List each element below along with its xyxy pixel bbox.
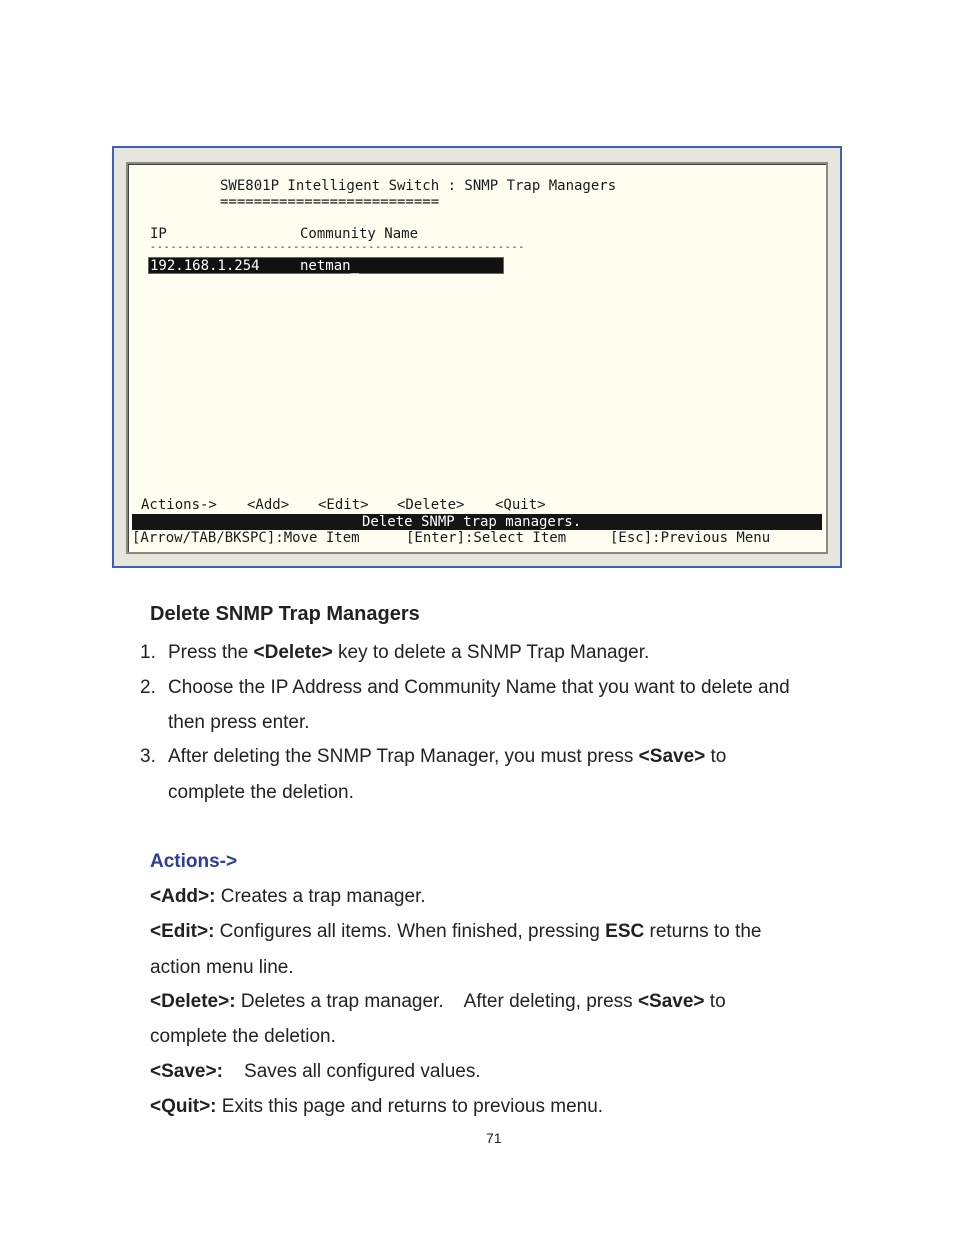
delete-description-line-2: complete the deletion. bbox=[150, 1026, 336, 1047]
hint-esc: [Esc]:Previous Menu bbox=[610, 530, 771, 546]
row-ip: 192.168.1.254 bbox=[150, 258, 260, 274]
step-3-line-1: After deleting the SNMP Trap Manager, you must press <Save> to bbox=[168, 746, 727, 767]
actions-label: Actions-> bbox=[141, 497, 217, 513]
column-header-community: Community Name bbox=[300, 226, 419, 242]
quit-description: <Quit>: Exits this page and returns to previous menu. bbox=[150, 1096, 604, 1117]
hint-select: [Enter]:Select Item bbox=[406, 530, 567, 546]
step-2-line-2: then press enter. bbox=[168, 712, 310, 733]
step-3-line-2: complete the deletion. bbox=[168, 782, 354, 803]
action-quit-button[interactable]: <Quit> bbox=[495, 497, 546, 513]
action-edit-button[interactable]: <Edit> bbox=[318, 497, 369, 513]
page-number: 71 bbox=[486, 1130, 502, 1146]
add-description: <Add>: Creates a trap manager. bbox=[150, 886, 426, 907]
terminal-screen bbox=[126, 162, 828, 554]
terminal-title-underline: ========================== bbox=[220, 194, 440, 210]
terminal-title: SWE801P Intelligent Switch : SNMP Trap Managers bbox=[220, 178, 617, 194]
step-1-number: 1. bbox=[140, 642, 156, 663]
step-3-number: 3. bbox=[140, 746, 156, 767]
step-2-line-1: Choose the IP Address and Community Name that you want to delete and bbox=[168, 677, 790, 698]
delete-description-line-1: <Delete>: Deletes a trap manager. After deleting, press <Save> to bbox=[150, 991, 726, 1012]
edit-description-line-2: action menu line. bbox=[150, 957, 294, 978]
hint-move: [Arrow/TAB/BKSPC]:Move Item bbox=[132, 530, 360, 546]
step-2-number: 2. bbox=[140, 677, 156, 698]
action-add-button[interactable]: <Add> bbox=[247, 497, 290, 513]
action-delete-button[interactable]: <Delete> bbox=[397, 497, 465, 513]
header-rule: ------------------------------------------------------- bbox=[150, 242, 526, 253]
step-1-text: Press the <Delete> key to delete a SNMP Trap Manager. bbox=[168, 642, 650, 663]
edit-description-line-1: <Edit>: Configures all items. When finished, pressing ESC returns to the bbox=[150, 921, 762, 942]
column-header-ip: IP bbox=[150, 226, 167, 242]
section-heading: Delete SNMP Trap Managers bbox=[150, 603, 420, 625]
status-message: Delete SNMP trap managers. bbox=[362, 514, 582, 530]
save-description: <Save>: Saves all configured values. bbox=[150, 1061, 481, 1082]
row-community: netman_ bbox=[300, 258, 360, 274]
actions-heading: Actions-> bbox=[150, 851, 238, 872]
